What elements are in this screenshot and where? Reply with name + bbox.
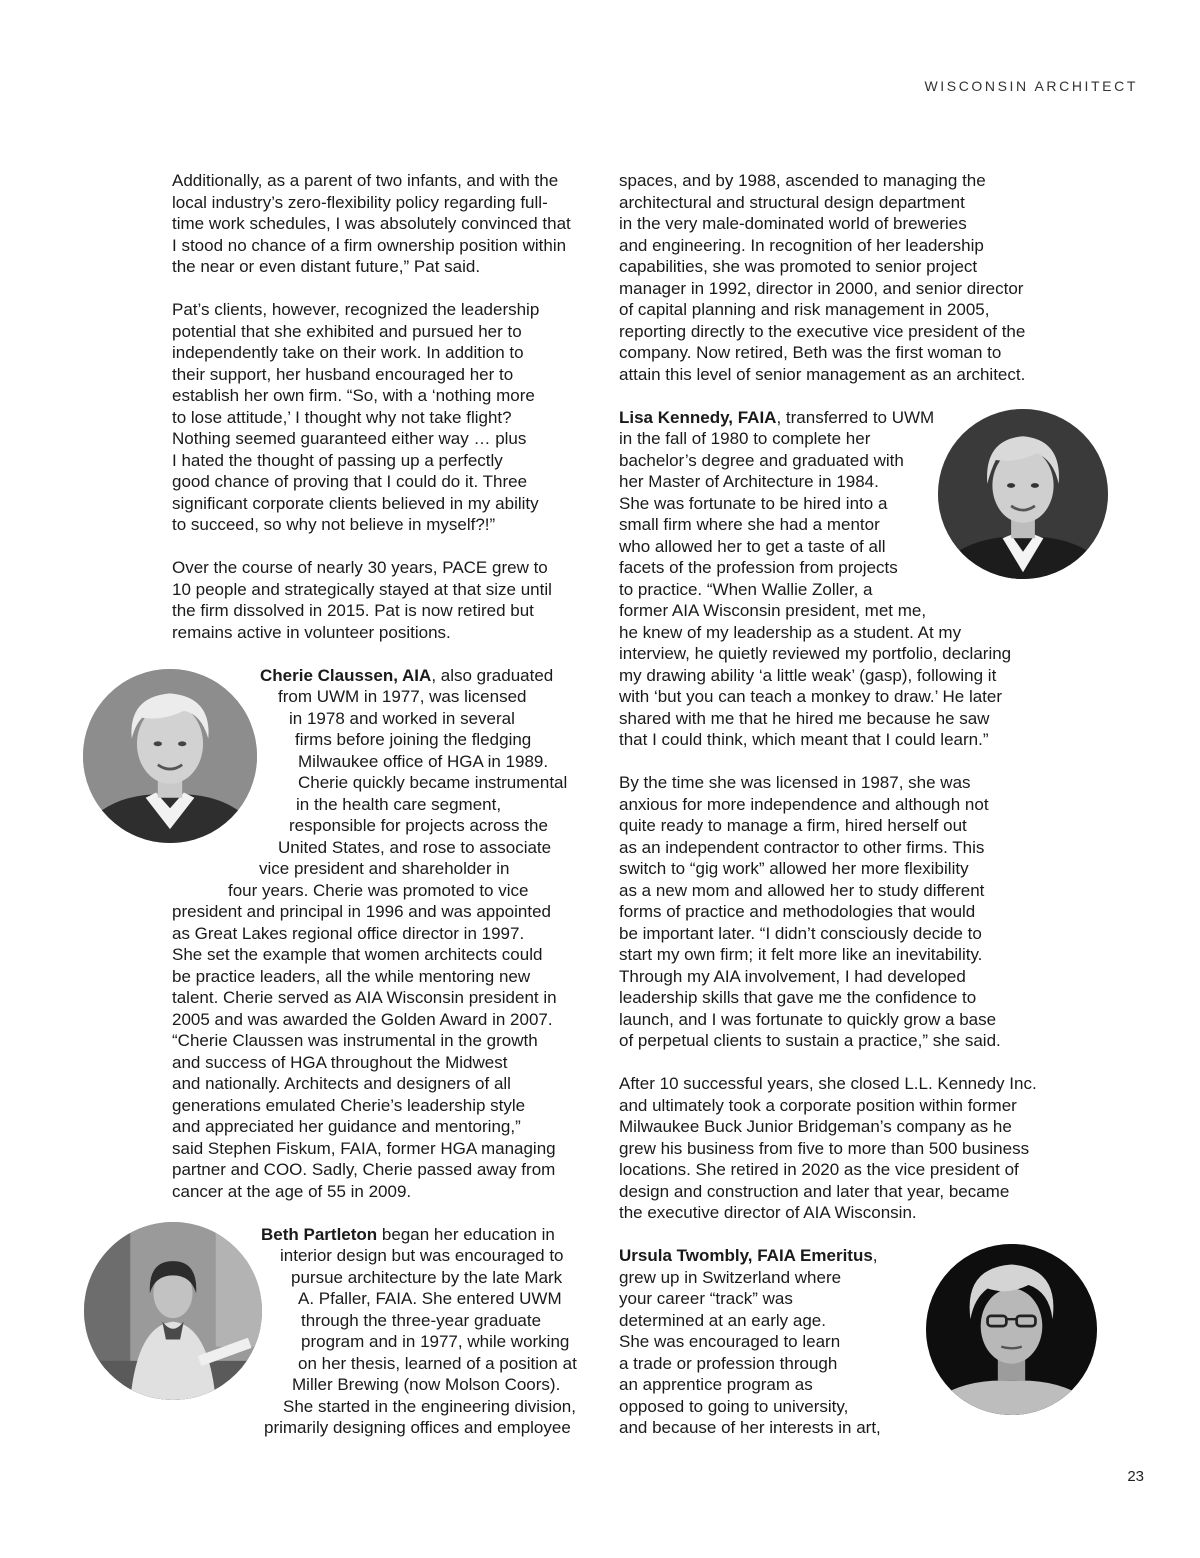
text-line: She started in the engineering division, — [283, 1396, 576, 1416]
text-line: capabilities, she was promoted to senior project — [619, 257, 978, 276]
text-line: quite ready to manage a firm, hired herself out — [619, 816, 967, 835]
text-line: company. Now retired, Beth was the first woman to — [619, 343, 1002, 362]
text-line: Miller Brewing (now Molson Coors). — [292, 1375, 561, 1394]
text-line: your career “track” was — [619, 1289, 793, 1308]
profile-name: Beth Partleton — [261, 1224, 378, 1244]
text-line: design and construction and later that year, became — [619, 1181, 1010, 1201]
paragraph-lisa-later — [619, 1073, 1051, 1224]
text-line: shared with me that he hired me because he saw — [619, 708, 990, 728]
text-line: president and principal in 1996 and was appointed — [172, 902, 551, 921]
text-line: architectural and structural design department — [619, 192, 965, 212]
text-line: responsible for projects across the — [289, 816, 548, 835]
text-line: who allowed her to get a taste of all — [619, 536, 886, 556]
text-line: bachelor’s degree and graduated with — [619, 450, 904, 470]
text-line: and success of HGA throughout the Midwest — [172, 1052, 508, 1072]
text-line: from UWM in 1977, was licensed — [278, 687, 527, 706]
text-line: the firm dissolved in 2015. Pat is now retired but — [172, 601, 534, 620]
text-line: a trade or profession through — [619, 1353, 838, 1373]
text-line: the executive director of AIA Wisconsin. — [619, 1203, 917, 1222]
text-line: By the time she was licensed in 1987, she was — [619, 773, 971, 792]
text-line: Ursula Twombly, FAIA Emeritus, — [619, 1246, 878, 1265]
paragraph-pace — [172, 557, 604, 643]
text-line: Nothing seemed guaranteed either way … plus — [172, 429, 527, 448]
text-line: manager in 1992, director in 2000, and senior director — [619, 278, 1024, 298]
text-line: opposed to going to university, — [619, 1396, 849, 1416]
text-line: program and in 1977, while working — [301, 1332, 570, 1351]
text-line: 10 people and strategically stayed at that size until — [172, 579, 552, 599]
text-line: locations. She retired in 2020 as the vice president of — [619, 1160, 1019, 1179]
text-line: leadership skills that gave me the confidence to — [619, 988, 977, 1007]
text-line: four years. Cherie was promoted to vice — [228, 880, 529, 900]
text-line: reporting directly to the executive vice president of the — [619, 321, 1026, 341]
text-line: Additionally, as a parent of two infants, and with the — [172, 171, 559, 190]
text-line: attain this level of senior management as an architect. — [619, 364, 1026, 384]
text-line: my drawing ability ‘a little weak’ (gasp), following it — [619, 665, 997, 685]
text-line: be practice leaders, all the while mentoring new — [172, 966, 531, 986]
text-line: he knew of my leadership as a student. At my — [619, 622, 962, 642]
text-line: to succeed, so why not believe in myself?!” — [172, 515, 496, 534]
text-line: remains active in volunteer positions. — [172, 622, 451, 642]
text-line: of perpetual clients to sustain a practice,” she said. — [619, 1031, 1001, 1050]
text-line: interior design but was encouraged to — [280, 1246, 564, 1265]
text-line: the near or even distant future,” Pat said. — [172, 257, 481, 276]
profile-name: Ursula Twombly, FAIA Emeritus — [619, 1246, 873, 1265]
text-line: in the fall of 1980 to complete her — [619, 429, 871, 448]
text-line: that I could think, which meant that I could learn.” — [619, 730, 989, 749]
portrait-ursula-twombly — [926, 1244, 1097, 1415]
text-line: After 10 successful years, she closed L.L. Kennedy Inc. — [619, 1074, 1037, 1093]
text-line: potential that she exhibited and pursued her to — [172, 321, 522, 341]
text-line: I hated the thought of passing up a perfectly — [172, 450, 503, 470]
text-line: facets of the profession from projects — [619, 558, 898, 577]
text-line: as Great Lakes regional office director in 1997. — [172, 923, 525, 943]
text-line: be important later. “I didn’t consciously decide to — [619, 923, 982, 943]
text-line: Through my AIA involvement, I had developed — [619, 966, 966, 986]
text-line: She was fortunate to be hired into a — [619, 493, 888, 513]
text-line: significant corporate clients believed in my ability — [172, 493, 539, 513]
text-line: “Cherie Claussen was instrumental in the growth — [172, 1031, 538, 1050]
text-line: establish her own firm. “So, with a ‘nothing more — [172, 386, 535, 405]
paragraph-lisa-licensed — [619, 772, 1051, 1052]
text-line: Milwaukee office of HGA in 1989. — [298, 751, 549, 771]
text-line: United States, and rose to associate — [278, 837, 552, 857]
text-line: small firm where she had a mentor — [619, 515, 880, 534]
text-line: in 1978 and worked in several — [289, 708, 515, 728]
text-line: independently take on their work. In addition to — [172, 343, 524, 362]
text-line: Over the course of nearly 30 years, PACE grew to — [172, 558, 548, 577]
text-line: and ultimately took a corporate position within former — [619, 1095, 1017, 1115]
text-line: talent. Cherie served as AIA Wisconsin president in — [172, 988, 557, 1007]
text-line: generations emulated Cherie’s leadership style — [172, 1095, 526, 1115]
text-line: as an independent contractor to other firms. This — [619, 837, 985, 857]
text-line: cancer at the age of 55 in 2009. — [172, 1181, 412, 1201]
text-line: through the three-year graduate — [301, 1310, 542, 1330]
text-line: switch to “gig work” allowed her more flexibility — [619, 859, 969, 878]
text-line: and appreciated her guidance and mentoring,” — [172, 1117, 521, 1136]
text-line: local industry’s zero-flexibility policy regarding full- — [172, 192, 548, 212]
text-line: to practice. “When Wallie Zoller, a — [619, 579, 873, 599]
portrait-beth-partleton — [84, 1222, 262, 1400]
text-line: anxious for more independence and although not — [619, 794, 989, 814]
text-line: her Master of Architecture in 1984. — [619, 472, 879, 491]
text-line: time work schedules, I was absolutely convinced that — [172, 214, 571, 233]
text-line: Cherie quickly became instrumental — [298, 773, 568, 792]
paragraph-pat-intro — [172, 170, 604, 278]
text-line: vice president and shareholder in — [259, 859, 510, 878]
text-line: pursue architecture by the late Mark — [291, 1267, 563, 1287]
text-line: and nationally. Architects and designers of all — [172, 1074, 511, 1093]
text-line: forms of practice and methodologies that would — [619, 902, 976, 921]
text-line: launch, and I was fortunate to quickly grow a base — [619, 1009, 997, 1029]
paragraph-pat-clients — [172, 299, 604, 536]
text-line: I stood no chance of a firm ownership position within — [172, 235, 567, 255]
text-line: primarily designing offices and employee — [264, 1418, 571, 1437]
text-line: Beth Partleton began her education in — [261, 1224, 555, 1244]
page-number: 23 — [1127, 1468, 1144, 1485]
text-line: 2005 and was awarded the Golden Award in 2007. — [172, 1009, 553, 1029]
text-line: their support, her husband encouraged her to — [172, 364, 514, 384]
text-line: firms before joining the fledging — [295, 730, 532, 749]
text-line: A. Pfaller, FAIA. She entered UWM — [298, 1289, 562, 1308]
text-line: interview, he quietly reviewed my portfolio, declaring — [619, 644, 1012, 663]
text-line: Milwaukee Buck Junior Bridgeman’s company as he — [619, 1117, 1012, 1136]
text-line: grew up in Switzerland where — [619, 1267, 842, 1287]
text-line: an apprentice program as — [619, 1375, 813, 1394]
profile-name: Cherie Claussen, AIA — [260, 665, 432, 685]
text-line: She was encouraged to learn — [619, 1332, 841, 1351]
text-line: of capital planning and risk management in 2005, — [619, 300, 990, 319]
profile-name: Lisa Kennedy, FAIA — [619, 407, 777, 427]
text-line: with ‘but you can teach a monkey to draw.’ He later — [619, 687, 1003, 706]
text-line: partner and COO. Sadly, Cherie passed away from — [172, 1160, 556, 1179]
text-line: Cherie Claussen, AIA, also graduated — [260, 665, 554, 685]
text-line: determined at an early age. — [619, 1310, 826, 1330]
text-line: Lisa Kennedy, FAIA, transferred to UWM — [619, 407, 935, 427]
text-line: grew his business from five to more than 500 business — [619, 1138, 1030, 1158]
text-line: She set the example that women architects could — [172, 945, 543, 964]
text-line: to lose attitude,’ I thought why not take flight? — [172, 407, 512, 427]
text-line: in the very male-dominated world of breweries — [619, 214, 967, 233]
paragraph-beth-career — [619, 170, 1051, 385]
text-line: and because of her interests in art, — [619, 1418, 881, 1437]
text-line: start my own firm; it felt more like an inevitability. — [619, 945, 983, 964]
portrait-cherie-claussen — [83, 669, 257, 843]
text-line: former AIA Wisconsin president, met me, — [619, 601, 927, 620]
text-line: said Stephen Fiskum, FAIA, former HGA managing — [172, 1138, 556, 1158]
text-line: spaces, and by 1988, ascended to managing the — [619, 171, 986, 190]
text-line: on her thesis, learned of a position at — [298, 1353, 577, 1373]
text-line: Pat’s clients, however, recognized the leadership — [172, 300, 540, 319]
text-line: in the health care segment, — [296, 794, 502, 814]
running-header: WISCONSIN ARCHITECT — [924, 78, 1138, 94]
portrait-lisa-kennedy — [938, 409, 1108, 579]
text-line: as a new mom and allowed her to study different — [619, 880, 985, 900]
text-line: good chance of proving that I could do it. Three — [172, 472, 528, 491]
text-line: and engineering. In recognition of her leadership — [619, 235, 984, 255]
